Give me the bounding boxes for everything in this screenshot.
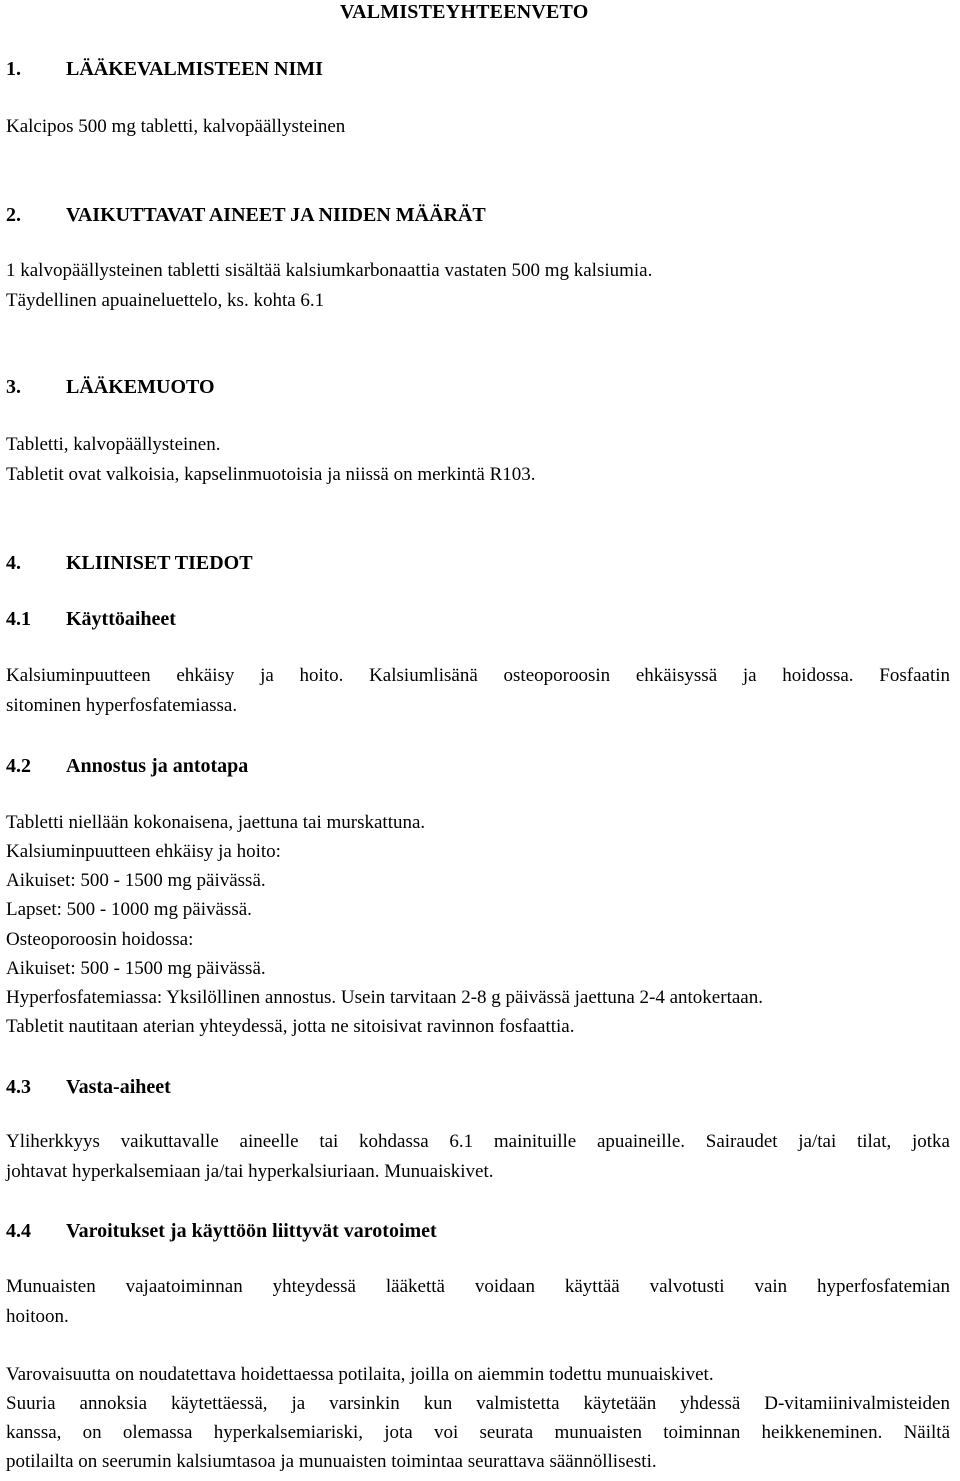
subsection-number: 4.3: [6, 1076, 31, 1098]
text-line: Lapset: 500 - 1000 mg päivässä.: [6, 899, 252, 920]
subsection-4-4-heading: [6, 1217, 437, 1246]
subsection-title: Käyttöaiheet: [66, 608, 176, 630]
section-1-heading: [6, 55, 323, 84]
text-line: 1 kalvopäällysteinen tabletti sisältää kalsiumkarbonaattia vastaten 500 mg kalsiumia.: [6, 260, 653, 281]
text-line: johtavat hyperkalsemiaan ja/tai hyperkalsiuriaan. Munuaiskivet.: [6, 1161, 494, 1182]
document-title: VALMISTEYHTEENVETO: [340, 1, 589, 23]
section-number: 4.: [6, 552, 21, 574]
text-line-content: Kalsiuminpuutteen ehkäisy ja hoito. Kalsiumlisänä osteoporoosin ehkäisyssä ja hoidossa. Fosfaatin: [6, 665, 950, 686]
text-line: Varovaisuutta on noudatettava hoidettaessa potilaita, joilla on aiemmin todettu munuaiskivet.: [6, 1364, 714, 1385]
section-title: KLIINISET TIEDOT: [66, 552, 253, 574]
text-line: Täydellinen apuaineluettelo, ks. kohta 6.1: [6, 290, 325, 311]
product-name: Kalcipos 500 mg tabletti, kalvopäällysteinen: [6, 116, 346, 137]
section-number: 3.: [6, 376, 21, 398]
section-title: LÄÄKEVALMISTEEN NIMI: [66, 58, 323, 80]
text-line: Aikuiset: 500 - 1500 mg päivässä.: [6, 958, 266, 979]
text-line: potilailta on seerumin kalsiumtasoa ja munuaisten toimintaa seurattava säännöllisesti.: [6, 1451, 657, 1472]
text-line: hoitoon.: [6, 1306, 69, 1327]
text-line-content: Yliherkkyys vaikuttavalle aineelle tai kohdassa 6.1 mainituille apuaineille. Sairaudet ja/tai tilat, jotka: [6, 1131, 950, 1152]
text-line: Hyperfosfatemiassa: Yksilöllinen annostus. Usein tarvitaan 2-8 g päivässä jaettuna 2-4 antokertaan.: [6, 987, 763, 1008]
text-line: Aikuiset: 500 - 1500 mg päivässä.: [6, 870, 266, 891]
text-line: [6, 1389, 950, 1418]
subsection-4-3-heading: [6, 1073, 171, 1102]
section-number: 1.: [6, 58, 21, 80]
text-line: [6, 1418, 950, 1447]
text-line-content: Munuaisten vajaatoiminnan yhteydessä lääkettä voidaan käyttää valvotusti vain hyperfosfatemian: [6, 1276, 950, 1297]
subsection-title: Varoitukset ja käyttöön liittyvät varotoimet: [66, 1220, 437, 1242]
subsection-number: 4.4: [6, 1220, 31, 1242]
subsection-4-1-heading: [6, 605, 176, 634]
subsection-title: Annostus ja antotapa: [66, 755, 249, 777]
text-line: Tabletti niellään kokonaisena, jaettuna tai murskattuna.: [6, 812, 426, 833]
subsection-4-2-heading: [6, 752, 248, 781]
text-line-content: kanssa, on olemassa hyperkalsemiariski, jota voi seurata munuaisten toiminnan heikkeneminen. Näiltä: [6, 1422, 950, 1443]
text-line: Tabletti, kalvopäällysteinen.: [6, 434, 221, 455]
text-line-content: Suuria annoksia käytettäessä, ja varsinkin kun valmistetta käytetään yhdessä D-vitamiinivalmisteiden: [6, 1393, 950, 1414]
text-line: Tabletit nautitaan aterian yhteydessä, jotta ne sitoisivat ravinnon fosfaattia.: [6, 1016, 575, 1037]
section-3-heading: [6, 373, 215, 402]
text-line: [6, 1272, 950, 1301]
section-title: VAIKUTTAVAT AINEET JA NIIDEN MÄÄRÄT: [66, 204, 486, 226]
subsection-title: Vasta-aiheet: [66, 1076, 171, 1098]
subsection-number: 4.1: [6, 608, 31, 630]
section-number: 2.: [6, 204, 21, 226]
text-line: Osteoporoosin hoidossa:: [6, 929, 194, 950]
text-line: [6, 661, 950, 690]
section-2-heading: [6, 201, 486, 230]
text-line: sitominen hyperfosfatemiassa.: [6, 695, 238, 716]
text-line: [6, 1127, 950, 1156]
section-title: LÄÄKEMUOTO: [66, 376, 215, 398]
section-4-heading: [6, 549, 253, 578]
text-line: Kalsiuminpuutteen ehkäisy ja hoito:: [6, 841, 281, 862]
text-line: Tabletit ovat valkoisia, kapselinmuotoisia ja niissä on merkintä R103.: [6, 464, 536, 485]
subsection-number: 4.2: [6, 755, 31, 777]
